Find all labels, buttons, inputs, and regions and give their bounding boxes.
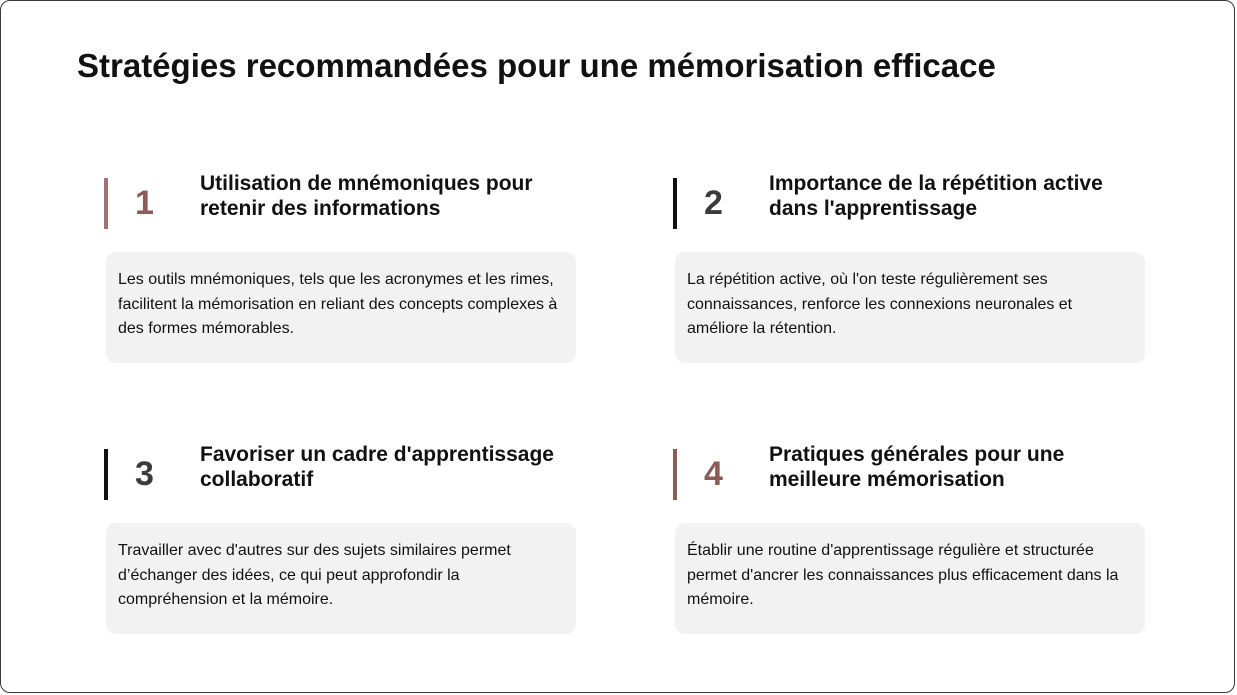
strategy-description-box: Les outils mnémoniques, tels que les acronymes et les rimes, facilitent la mémorisation en reliant des concepts complexes à des formes mémorables. bbox=[106, 252, 576, 363]
strategy-item-1 bbox=[104, 172, 574, 337]
strategy-number: 3 bbox=[135, 455, 154, 493]
accent-bar bbox=[104, 449, 108, 500]
strategy-item-header bbox=[673, 443, 1143, 501]
strategy-number: 4 bbox=[704, 455, 723, 493]
strategy-item-header bbox=[673, 172, 1143, 230]
strategy-heading: Importance de la répétition active dans l'apprentissage bbox=[769, 172, 1103, 220]
strategy-heading: Utilisation de mnémoniques pour retenir des informations bbox=[200, 172, 533, 220]
strategy-number: 2 bbox=[704, 184, 723, 222]
strategy-heading: Favoriser un cadre d'apprentissage collaboratif bbox=[200, 443, 554, 491]
accent-bar bbox=[673, 178, 677, 229]
strategy-description-box: Travailler avec d'autres sur des sujets similaires permet d’échanger des idées, ce qui peut approfondir la compréhension et la mémoire. bbox=[106, 523, 576, 634]
strategy-item-3 bbox=[104, 443, 574, 608]
strategy-item-header bbox=[104, 172, 574, 230]
strategy-description-box: Établir une routine d'apprentissage régulière et structurée permet d'ancrer les connaissances plus efficacement dans la mémoire. bbox=[675, 523, 1145, 634]
strategy-heading: Pratiques générales pour une meilleure mémorisation bbox=[769, 443, 1065, 491]
strategy-number: 1 bbox=[135, 184, 154, 222]
page-title: Stratégies recommandées pour une mémorisation efficace bbox=[77, 47, 996, 84]
strategy-item-header bbox=[104, 443, 574, 501]
accent-bar bbox=[673, 449, 677, 500]
strategy-item-2 bbox=[673, 172, 1143, 337]
strategy-description-box: La répétition active, où l'on teste régulièrement ses connaissances, renforce les connexions neuronales et améliore la rétention. bbox=[675, 252, 1145, 363]
strategy-item-4 bbox=[673, 443, 1143, 608]
accent-bar bbox=[104, 178, 108, 229]
